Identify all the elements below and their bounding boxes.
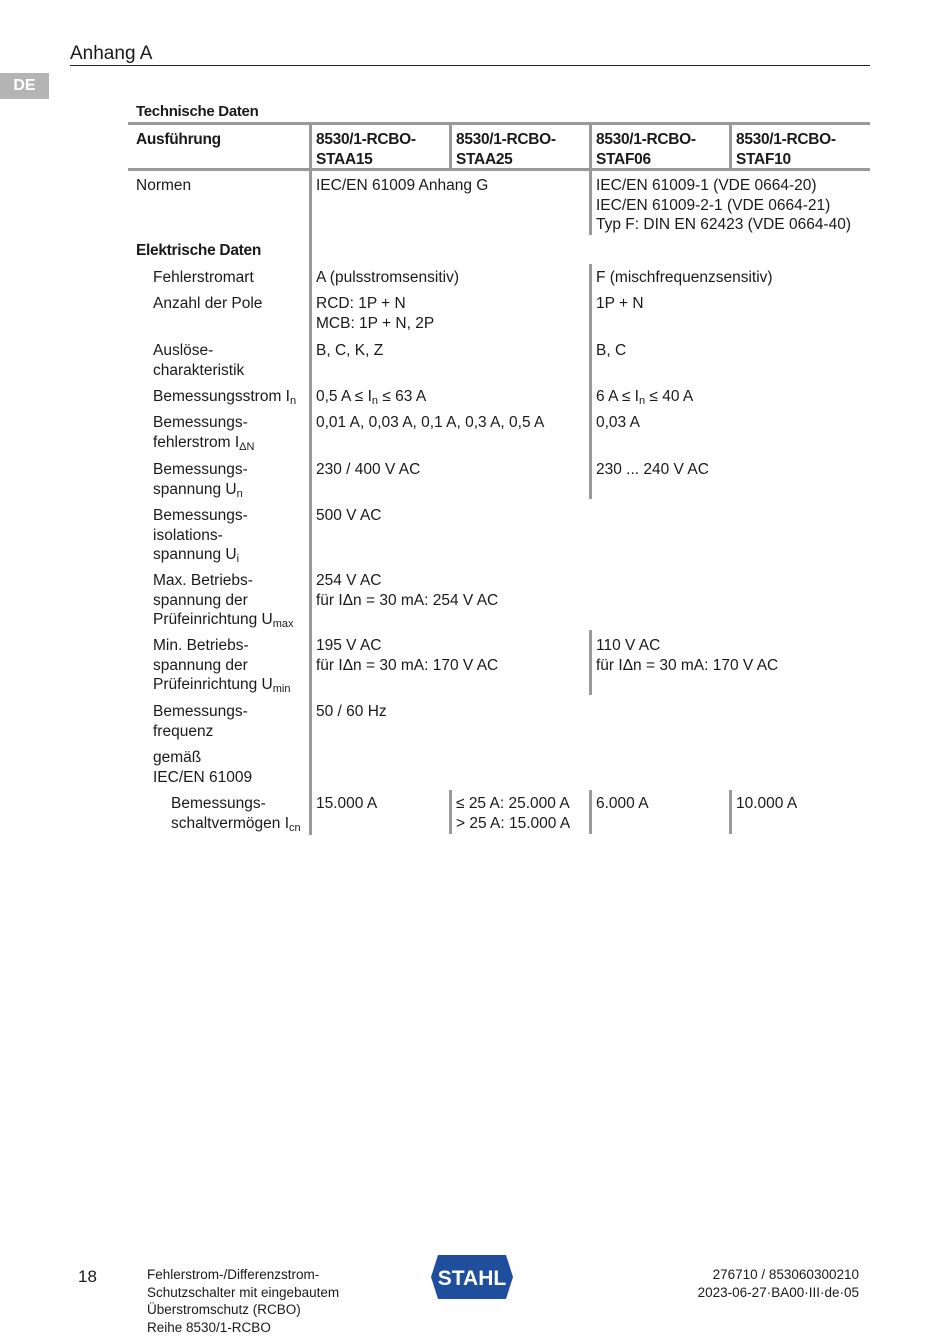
col-divider [729, 125, 732, 168]
row-label-schalt: Bemessungs- schaltvermögen $I_{cn}$ [171, 795, 301, 834]
cell-fehlerstrom-a: 0,01 A, 0,03 A, 0,1 A, 0,3 A, 0,5 A [316, 414, 545, 431]
cell-umax-a: 254 V AC für IΔn = 30 mA: 254 V AC [316, 572, 499, 609]
footer-document-id: 276710 / 853060300210 2023-06-27·BA00·III·de·05 [697, 1267, 859, 1300]
col-divider [589, 790, 592, 834]
col-divider [309, 125, 312, 168]
row-label-gemaess: gemäß IEC/EN 61009 [153, 749, 253, 786]
cell-schalt-c2: ≤ 25 A: 25.000 A > 25 A: 15.000 A [456, 795, 571, 832]
cell-schalt-c4: 10.000 A [736, 795, 798, 812]
column-header-staf06: 8530/1-RCBO- STAF06 [596, 131, 696, 168]
stahl-logo [431, 1255, 513, 1299]
row-label-normen: Normen [136, 177, 192, 194]
page-header-title: Anhang A [70, 43, 153, 64]
cell-strom-f: 6 $A \le I_n \le 40$ A [596, 388, 694, 407]
stahl-logo-text: STAHL [437, 1267, 507, 1290]
cell-fehlerstrom-f: 0,03 A [596, 414, 640, 431]
table-top-rule [128, 122, 870, 125]
col-divider [729, 790, 732, 834]
cell-pole-a: RCD: 1P + N MCB: 1P + N, 2P [316, 295, 435, 332]
cell-pole-f: 1P + N [596, 295, 644, 312]
col-divider [309, 171, 312, 835]
row-label-pole: Anzahl der Pole [153, 295, 263, 312]
subsection-title: Elektrische Daten [136, 242, 261, 259]
column-header-staf10: 8530/1-RCBO- STAF10 [736, 131, 836, 168]
section-title: Technische Daten [136, 103, 259, 120]
row-label-ausloese: Auslöse- charakteristik [153, 342, 245, 379]
cell-fehlerstromart-a: A (pulsstromsensitiv) [316, 269, 459, 286]
row-label-fehlerstromart: Fehlerstromart [153, 269, 254, 286]
column-header-staa15: 8530/1-RCBO- STAA15 [316, 131, 416, 168]
cell-schalt-c3: 6.000 A [596, 795, 649, 812]
cell-spannung-f: 230 ... 240 V AC [596, 461, 709, 478]
col-divider [589, 125, 592, 168]
cell-frequenz-a: 50 / 60 Hz [316, 703, 387, 720]
row-label-strom: Bemessungsstrom $I_n$ [153, 388, 297, 407]
col-divider [449, 790, 452, 834]
cell-isolation-a: 500 V AC [316, 507, 382, 524]
cell-fehlerstromart-f: F (mischfrequenzsensitiv) [596, 269, 773, 286]
cell-umin-f: 110 V AC für IΔn = 30 mA: 170 V AC [596, 637, 779, 674]
cell-normen-f: IEC/EN 61009-1 (VDE 0664-20) IEC/EN 61009-2-1 (VDE 0664-21) Typ F: DIN EN 62423 (VDE 0664-40) [596, 177, 852, 233]
col-divider [589, 171, 592, 235]
page-number: 18 [78, 1267, 97, 1286]
row-label-spannung: Bemessungs- spannung $U_n$ [153, 461, 248, 500]
cell-spannung-a: 230 / 400 V AC [316, 461, 421, 478]
cell-umin-a: 195 V AC für IΔn = 30 mA: 170 V AC [316, 637, 499, 674]
col-divider [589, 264, 592, 499]
col-divider [449, 125, 452, 168]
row-label-frequenz: Bemessungs- frequenz [153, 703, 248, 740]
header-rule [70, 65, 870, 66]
cell-normen-a: IEC/EN 61009 Anhang G [316, 177, 489, 194]
column-header-staa25: 8530/1-RCBO- STAA25 [456, 131, 556, 168]
column-header-label: Ausführung [136, 131, 221, 148]
col-divider [589, 630, 592, 695]
language-tab: DE [0, 73, 49, 99]
row-label-umin: Min. Betriebs- spannung der Prüfeinrichtung $U_{min}$ [153, 637, 291, 695]
cell-ausloese-f: B, C [596, 342, 627, 359]
cell-schalt-c1: 15.000 A [316, 795, 378, 812]
row-label-umax: Max. Betriebs- spannung der Prüfeinrichtung $U_{max}$ [153, 572, 294, 630]
row-label-fehlerstrom: Bemessungs- fehlerstrom $I_{\Delta N}$ [153, 414, 255, 453]
cell-strom-a: 0,5 $A \le I_n \le 63$ A [316, 388, 427, 407]
footer-product-description: Fehlerstrom-/Differenzstrom- Schutzschalter mit eingebautem Überstromschutz (RCBO) Reihe 8530/1-RCBO [147, 1267, 340, 1335]
cell-ausloese-a: B, C, K, Z [316, 342, 384, 359]
row-label-isolation: Bemessungs- isolations- spannung $U_i$ [153, 507, 248, 565]
